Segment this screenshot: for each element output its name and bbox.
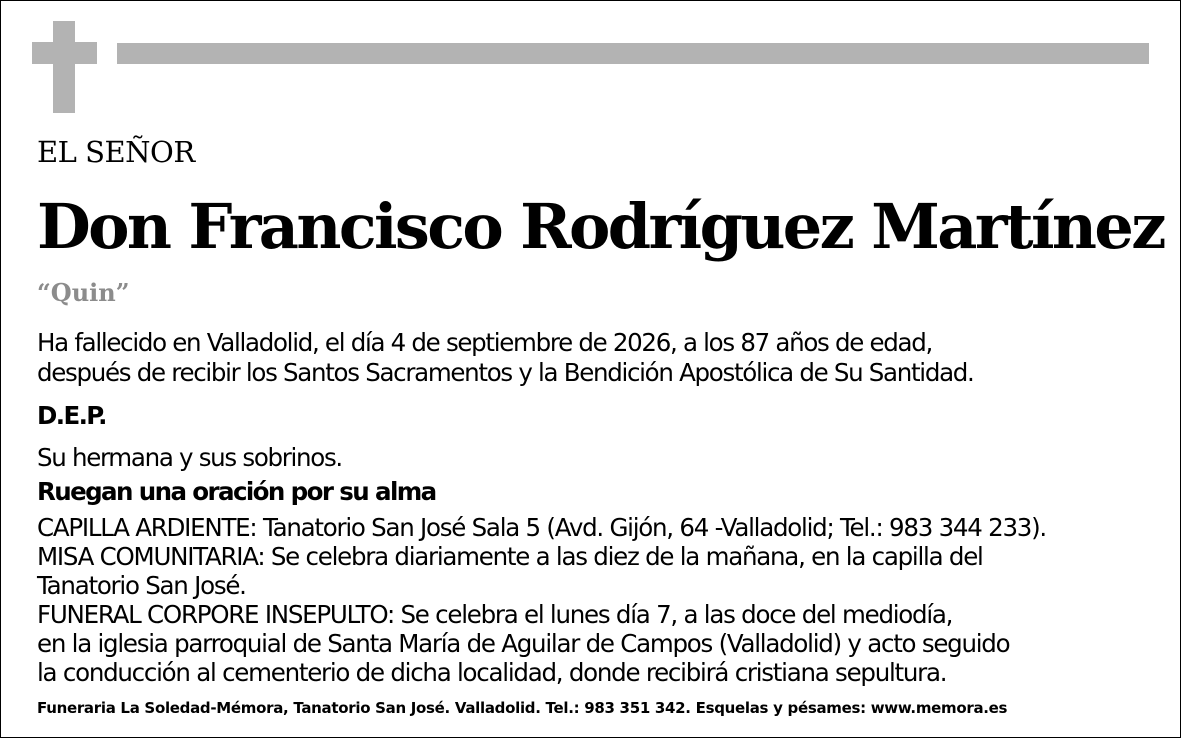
dep-label: D.E.P. [37, 401, 106, 430]
service-info-line: en la iglesia parroquial de Santa María de Aguilar de Campos (Valladolid) y acto seguido [37, 629, 1010, 658]
cross-vertical-bar [53, 21, 75, 113]
funeral-home-footer: Funeraria La Soledad-Mémora, Tanatorio San José. Valladolid. Tel.: 983 351 342. Esquelas y pésames: www.memora.es [37, 699, 1008, 717]
deceased-nickname: “Quin” [37, 278, 130, 307]
death-announcement-line: después de recibir los Santos Sacramentos y la Bendición Apostólica de Su Santidad. [37, 358, 974, 387]
service-info-line: la conducción al cementerio de dicha localidad, donde recibirá cristiana sepultura. [37, 658, 947, 687]
death-announcement-line: Ha fallecido en Valladolid, el día 4 de septiembre de 2026, a los 87 años de edad, [37, 328, 932, 357]
service-info-line: FUNERAL CORPORE INSEPULTO: Se celebra el lunes día 7, a las doce del mediodía, [37, 600, 953, 629]
service-info-line: CAPILLA ARDIENTE: Tanatorio San José Sala 5 (Avd. Gijón, 64 -Valladolid; Tel.: 983 344 233). [37, 513, 1046, 542]
header-divider-bar [117, 43, 1149, 64]
deceased-name: Don Francisco Rodríguez Martínez [37, 190, 1164, 263]
prayer-request: Ruegan una oración por su alma [37, 477, 436, 506]
notice-title: EL SEÑOR [37, 135, 195, 169]
family-mourners: Su hermana y sus sobrinos. [37, 443, 342, 472]
service-info-line: Tanatorio San José. [37, 571, 246, 600]
service-info-line: MISA COMUNITARIA: Se celebra diariamente a las diez de la mañana, en la capilla del [37, 542, 983, 571]
cross-horizontal-bar [32, 42, 97, 64]
